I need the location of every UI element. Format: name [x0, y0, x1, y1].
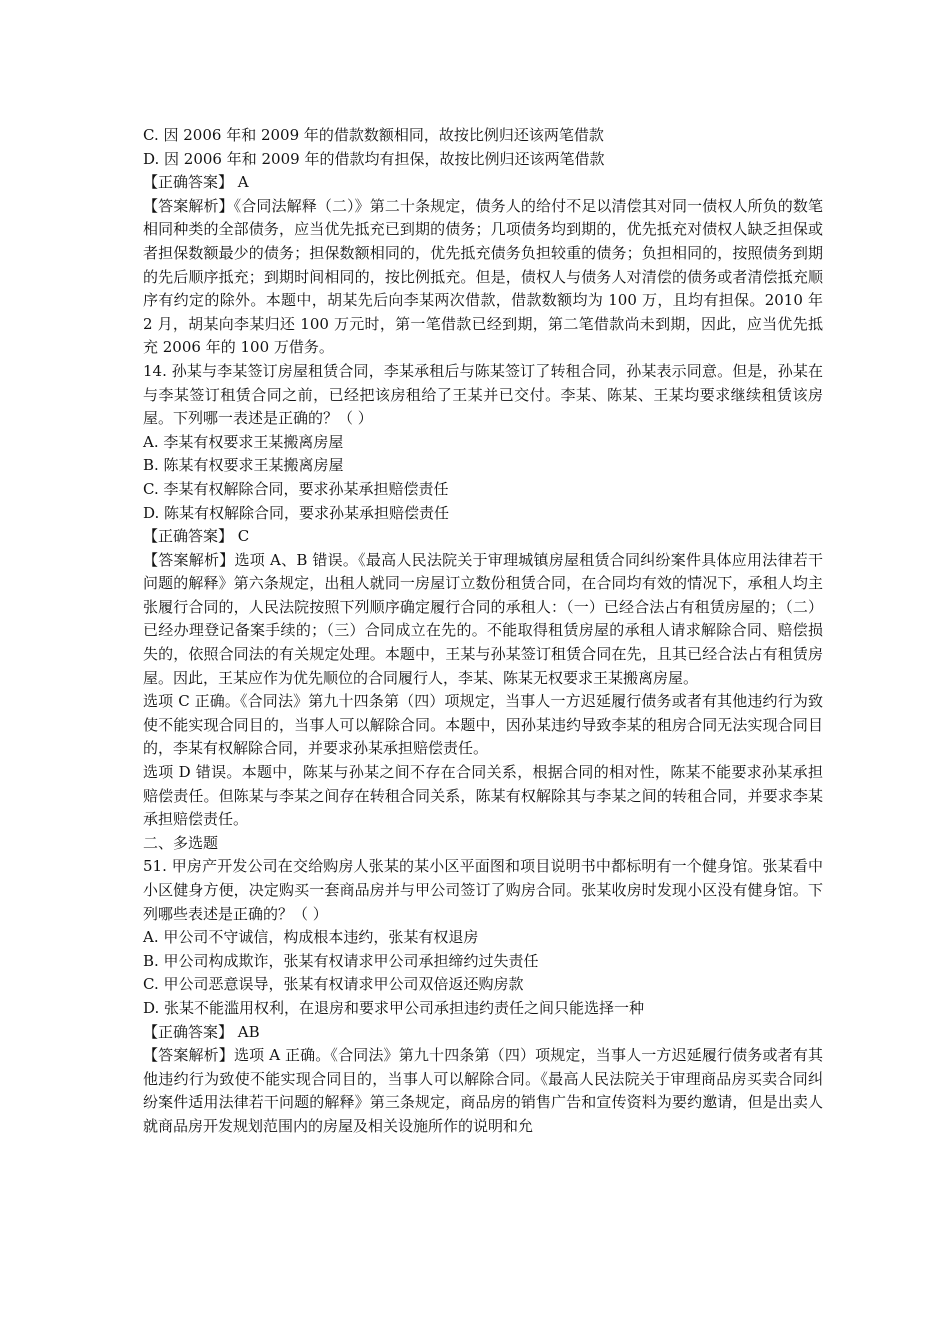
option-d-q14: D. 陈某有权解除合同，要求孙某承担赔偿责任	[143, 503, 450, 522]
analysis-q51: 【答案解析】选项 A 正确。《合同法》第九十四条第（四）项规定，当事人一方迟延履行债务或者有其他违约行为致使不能实现合同目的，当事人可以解除合同。《最高人民法院关于审理商品房买卖合同纠纷案件适用法律若干问题的解释》第三条规定，商品房的销售广告和宣传资料为要约邀请，但是出卖人就商品房开发规划范围内的房屋及相关设施所作的说明和允	[143, 1046, 823, 1135]
option-d-q51: D. 张某不能滥用权利，在退房和要求甲公司承担违约责任之间只能选择一种	[143, 998, 645, 1017]
option-a-q51: A. 甲公司不守诚信，构成根本违约，张某有权退房	[143, 928, 479, 947]
option-c-q14: C. 李某有权解除合同，要求孙某承担赔偿责任	[143, 479, 449, 498]
analysis-q14-d: 选项 D 错误。本题中，陈某与孙某之间不存在合同关系，根据合同的相对性，陈某不能要求孙某承担赔偿责任。但陈某与李某之间存在转租合同关系，陈某有权解除其与李某之间的转租合同，并要求李某承担赔偿责任。	[143, 763, 823, 829]
option-b-q51: B. 甲公司构成欺诈，张某有权请求甲公司承担缔约过失责任	[143, 951, 539, 970]
section-heading-multiple-choice: 二、多选题	[143, 833, 219, 852]
question-14: 14. 孙某与李某签订房屋租赁合同，李某承租后与陈某签订了转租合同，孙某表示同意。但是，孙某在与李某签订租赁合同之前，已经把该房租给了王某并已交付。李某、陈某、王某均要求继续租赁该房屋。下列哪一表述是正确的？（ ）	[143, 361, 823, 428]
option-b-q14: B. 陈某有权要求王某搬离房屋	[143, 456, 344, 475]
question-51: 51. 甲房产开发公司在交给购房人张某的某小区平面图和项目说明书中都标明有一个健身馆。张某看中小区健身方便，决定购买一套商品房并与甲公司签订了购房合同。张某收房时发现小区没有健身馆。下列哪些表述是正确的？（ ）	[143, 857, 823, 923]
option-c-q13: C. 因 2006 年和 2009 年的借款数额相同，故按比例归还该两笔借款	[143, 126, 604, 144]
option-c-q51: C. 甲公司恶意误导，张某有权请求甲公司双倍返还购房款	[143, 975, 524, 994]
document-body	[143, 124, 823, 1139]
analysis-q14-ab: 【答案解析】选项 A、B 错误。《最高人民法院关于审理城镇房屋租赁合同纠纷案件具体应用法律若干问题的解释》第六条规定，出租人就同一房屋订立数份租赁合同，在合同均有效的情况下，承租人均主张履行合同的，人民法院按照下列顺序确定履行合同的承租人：（一）已经合法占有租赁房屋的；（二）已经办理登记备案手续的；（三）合同成立在先的。不能取得租赁房屋的承租人请求解除合同、赔偿损失的，依照合同法的有关规定处理。本题中，王某与孙某签订租赁合同在先，且其已经合法占有租赁房屋。因此，王某应作为优先顺位的合同履行人，李某、陈某无权要求王某搬离房屋。	[143, 550, 823, 687]
analysis-q14-c: 选项 C 正确。《合同法》第九十四条第（四）项规定，当事人一方迟延履行债务或者有其他违约行为致使不能实现合同目的，当事人可以解除合同。本题中，因孙某违约导致李某的租房合同无法实现合同目的，李某有权解除合同，并要求孙某承担赔偿责任。	[143, 692, 823, 758]
option-a-q14: A. 李某有权要求王某搬离房屋	[143, 432, 344, 451]
answer-q14: 【正确答案】 C	[143, 527, 250, 546]
answer-q51: 【正确答案】 AB	[143, 1022, 260, 1041]
analysis-q13: 【答案解析】《合同法解释（二）》第二十条规定，债务人的给付不足以清偿其对同一债权人所负的数笔相同种类的全部债务，应当优先抵充已到期的债务；几项债务均到期的，优先抵充对债权人缺乏担保或者担保数额最少的债务；担保数额相同的，优先抵充债务负担较重的债务；负担相同的，按照债务到期的先后顺序抵充；到期时间相同的，按比例抵充。但是，债权人与债务人对清偿的债务或者清偿抵充顺序有约定的除外。本题中，胡某先后向李某两次借款，借款数额均为 100 万，且均有担保。2010 年 2 月，胡某向李某归还 100 万元时，第一笔借款已经到期，第二笔借款尚未到期，因此，应当优先抵充 2006 年的 100 万借务。	[143, 196, 823, 357]
answer-q13: 【正确答案】 A	[143, 173, 249, 192]
option-d-q13: D. 因 2006 年和 2009 年的借款均有担保，故按比例归还该两笔借款	[143, 149, 605, 168]
